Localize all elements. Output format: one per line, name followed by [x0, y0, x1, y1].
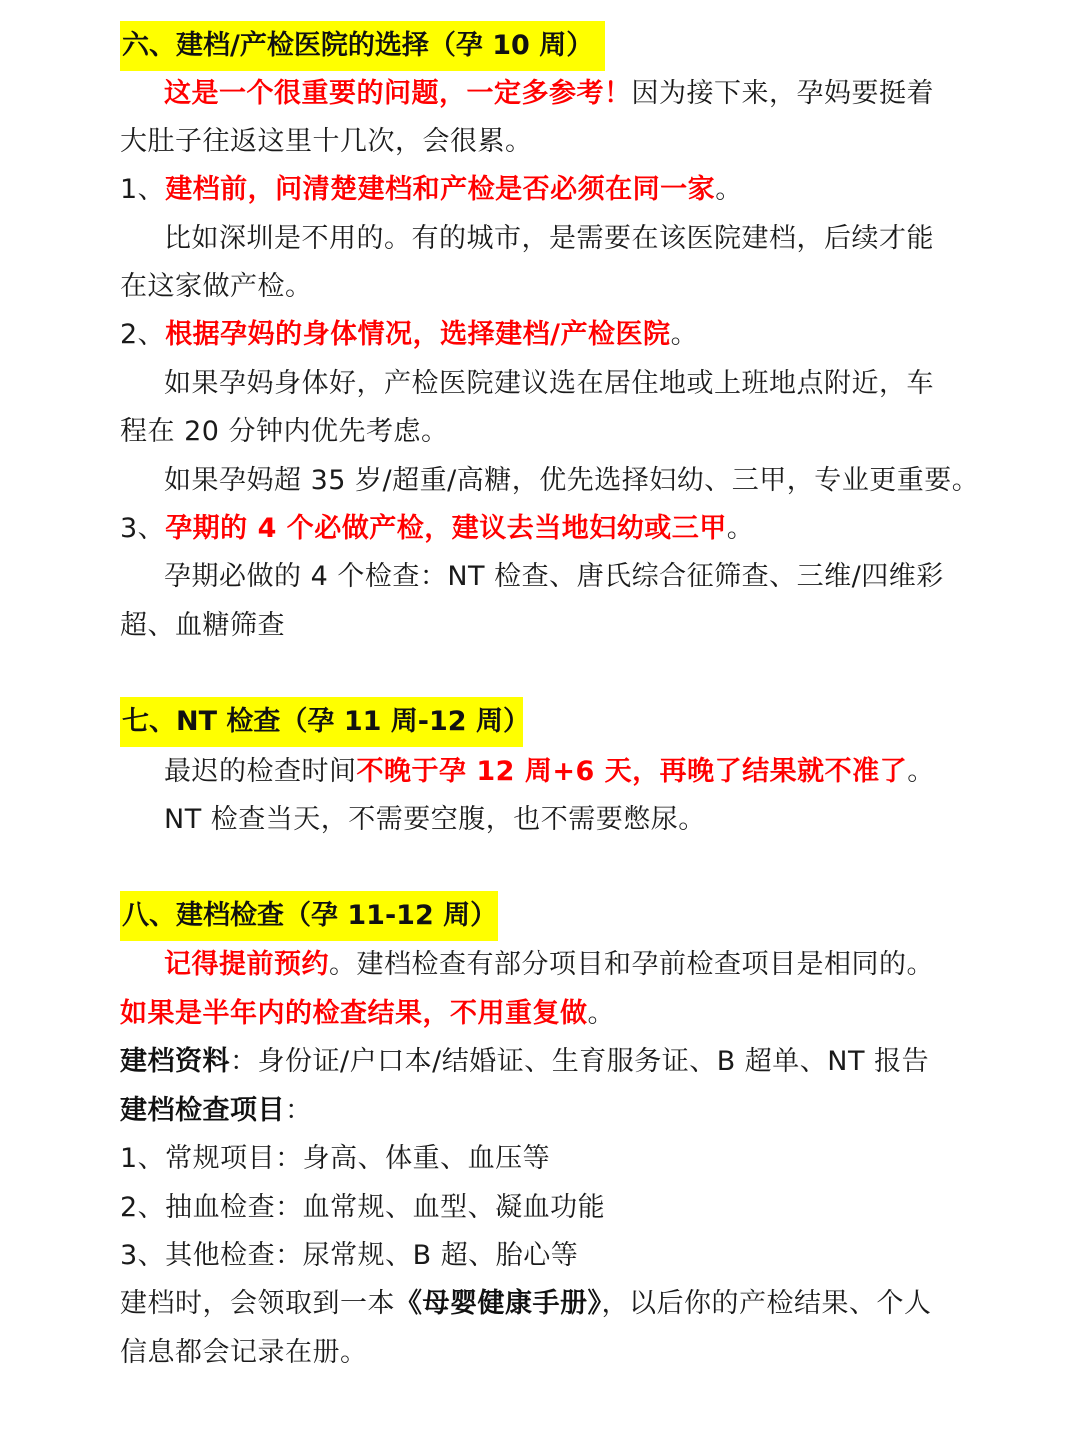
section-6-intro-line2: 大肚子往返这里十几次，会很累。	[120, 126, 533, 157]
list-item: 2、抽血检查：血常规、血型、凝血功能	[120, 1192, 606, 1223]
emphasis-text: 这是一个很重要的问题，一定多参考！	[164, 78, 632, 109]
body-text: 建档时，会领取到一本	[120, 1288, 395, 1319]
handbook-title: 《母婴健康手册》	[395, 1288, 602, 1319]
punctuation: 。	[715, 174, 743, 205]
section-8-line-2	[120, 994, 615, 1034]
section-6-item-1-title	[120, 170, 743, 210]
punctuation: 。	[726, 513, 755, 544]
section-6-item-2-body-line2: 程在 20 分钟内优先考虑。	[120, 416, 449, 447]
body-text: 最迟的检查时间	[164, 756, 357, 787]
emphasis-text: 孕期的 4 个必做产检，建议去当地妇幼或三甲	[165, 513, 727, 544]
section-8-heading	[120, 891, 498, 941]
section-8-handbook	[120, 1284, 932, 1324]
section-7-heading-text: 七、NT 检查（孕 11 周-12 周）	[122, 706, 530, 737]
list-item: 3、其他检查：尿常规、B 超、胎心等	[120, 1240, 579, 1271]
section-6-item-3-body-line2: 超、血糖筛查	[120, 610, 285, 641]
section-7-line-1	[120, 752, 935, 792]
section-8-heading-text: 八、建档检查（孕 11-12 周）	[122, 900, 498, 931]
items-label: 建档检查项目	[120, 1095, 285, 1126]
section-7-line-2: NT 检查当天，不需要空腹，也不需要憋尿。	[164, 804, 706, 835]
body-text: ，以后你的产检结果、个人	[601, 1288, 932, 1319]
punctuation: ：	[285, 1095, 313, 1126]
materials-value: ：身份证/户口本/结婚证、生育服务证、B 超单、NT 报告	[230, 1046, 930, 1077]
emphasis-text: 如果是半年内的检查结果，不用重复做	[120, 998, 588, 1029]
emphasis-text: 建档前，问清楚建档和产检是否必须在同一家	[165, 174, 716, 205]
section-6-item-2-body: 如果孕妈身体好，产检医院建议选在居住地或上班地点附近，车	[164, 368, 934, 399]
punctuation: 。	[587, 998, 615, 1029]
body-text: 因为接下来，孕妈要挺着	[631, 78, 934, 109]
punctuation: 。	[907, 756, 935, 787]
section-6-item-3-body: 孕期必做的 4 个检查：NT 检查、唐氏综合征筛查、三维/四维彩	[164, 561, 944, 592]
section-6-item-2-body-line3: 如果孕妈超 35 岁/超重/高糖，优先选择妇幼、三甲，专业更重要。	[164, 465, 980, 496]
section-6-item-2-title	[120, 315, 698, 355]
section-6-item-1-body-line2: 在这家做产检。	[120, 271, 313, 302]
section-8-materials	[120, 1042, 929, 1082]
section-6-heading-text: 六、建档/产检医院的选择（孕 10 周）	[122, 30, 594, 61]
item-number: 2、	[120, 319, 166, 350]
emphasis-text: 根据孕妈的身体情况，选择建档/产检医院	[165, 319, 671, 350]
section-6-intro	[120, 74, 934, 114]
section-6-heading	[120, 21, 605, 71]
item-number: 3、	[120, 513, 166, 544]
section-8-items-label	[120, 1091, 313, 1131]
section-6-item-3-title	[120, 509, 754, 549]
section-8-line-1	[120, 945, 934, 985]
list-item: 1、常规项目：身高、体重、血压等	[120, 1143, 551, 1174]
body-text: 。建档检查有部分项目和孕前检查项目是相同的。	[329, 949, 934, 980]
item-number: 1、	[120, 174, 166, 205]
punctuation: 。	[670, 319, 699, 350]
materials-label: 建档资料	[120, 1046, 230, 1077]
section-7-heading	[120, 697, 530, 747]
emphasis-text: 不晚于孕 12 周+6 天，再晚了结果就不准了	[356, 756, 908, 787]
section-6-item-1-body: 比如深圳是不用的。有的城市，是需要在该医院建档，后续才能	[164, 223, 934, 254]
section-8-handbook-line2: 信息都会记录在册。	[120, 1337, 368, 1368]
emphasis-text: 记得提前预约	[164, 949, 329, 980]
